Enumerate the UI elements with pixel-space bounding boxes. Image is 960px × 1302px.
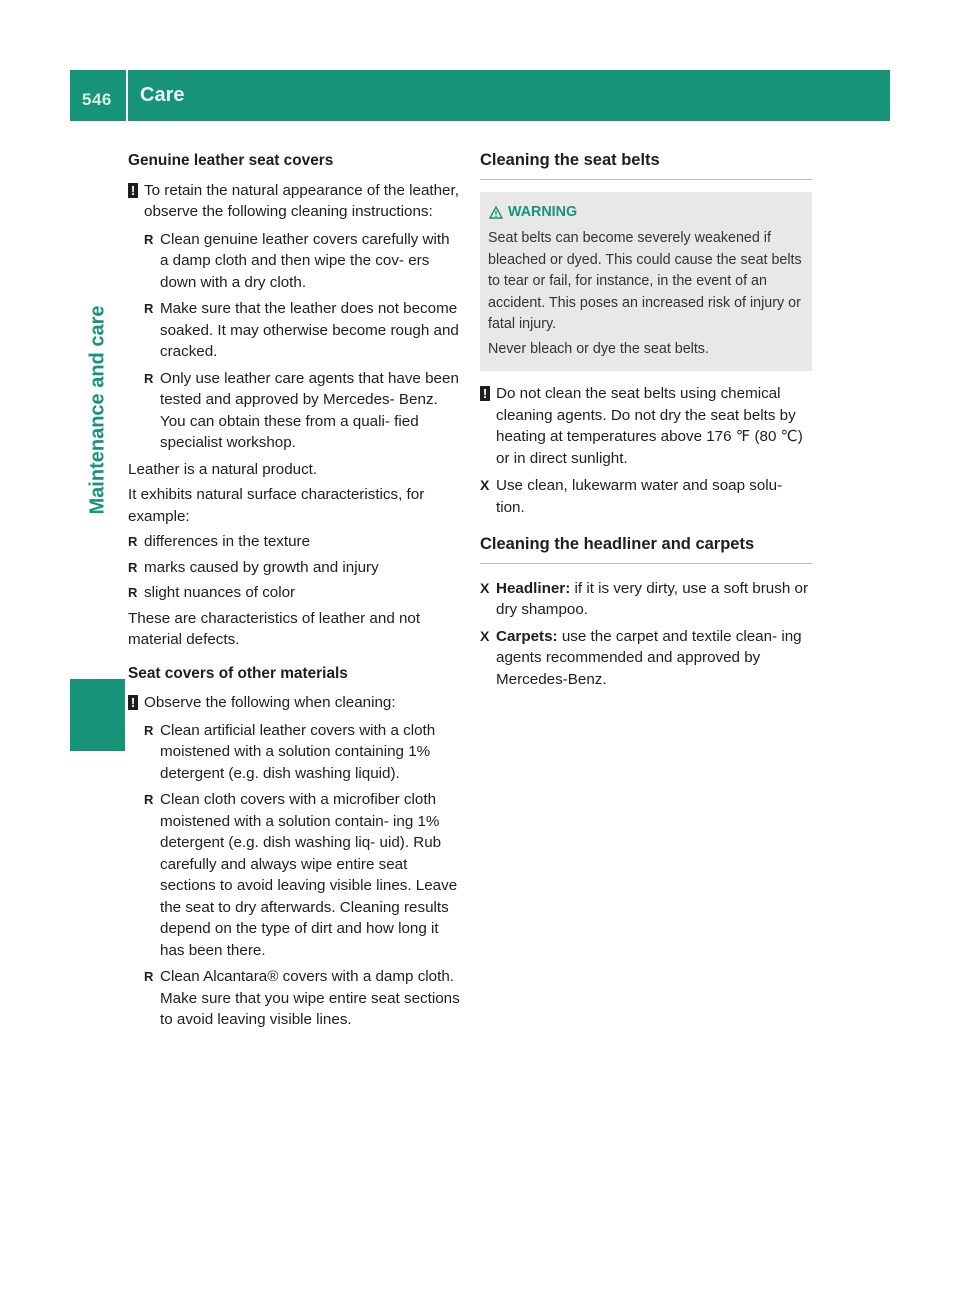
step-label: Headliner:: [496, 579, 575, 597]
other-materials-note-text: Observe the following when cleaning:: [144, 694, 396, 711]
leather-para-1: Leather is a natural product.: [128, 460, 318, 478]
right-column: [480, 150, 812, 695]
step-text: use the carpet and textile clean- ing agents recommended and approved by Mercedes-Benz.: [496, 627, 802, 688]
step-text: if it is very dirty, use a soft brush or dry shampoo.: [496, 579, 809, 618]
list-item: R Clean cloth covers with a microfiber cloth moistened with a solution contain- ing 1% detergent (e.g. dish washing liq- uid). Rub carefully and always wipe entire seat sections to avoid leaving visible lines. Leave the seat to dry afterwards. Cleaning results depend on the type of dirt and how long it has been there.: [128, 789, 460, 961]
left-column: [128, 150, 460, 1036]
step-arrow-icon: X: [480, 579, 490, 596]
seat-belts-note: [480, 383, 812, 469]
header-divider: [126, 70, 128, 121]
seat-belts-steps: [480, 475, 812, 518]
leather-note-text: To retain the natural appearance of the leather, observe the following cleaning instructions:: [144, 181, 459, 220]
leather-bullets: [128, 229, 460, 454]
list-item: R slight nuances of color: [128, 582, 460, 604]
step-item: [480, 475, 812, 518]
warning-triangle-icon: [489, 205, 503, 227]
warning-header: [488, 202, 804, 224]
step-item: [480, 578, 812, 621]
step-arrow-icon: X: [480, 477, 490, 493]
seat-belts-heading: Cleaning the seat belts: [480, 150, 812, 180]
attention-icon: !: [128, 695, 138, 710]
warning-box: [480, 192, 812, 372]
list-item: R Make sure that the leather does not become soaked. It may otherwise become rough and cracked.: [128, 298, 460, 363]
warning-label: WARNING: [508, 203, 578, 220]
headliner-steps: [480, 578, 812, 691]
other-materials-heading: Seat covers of other materials: [128, 664, 348, 682]
warning-text: Seat belts can become severely weakened if bleached or dyed. This could cause the seat belts to tear or fail, for instance, in the event of an accident. This poses an increased risk of injury or fatal injury.: [488, 230, 802, 332]
attention-icon: !: [128, 183, 138, 198]
headliner-heading: Cleaning the headliner and carpets: [480, 534, 812, 564]
step-arrow-icon: X: [480, 627, 490, 644]
leather-para-3: These are characteristics of leather and not material defects.: [128, 609, 421, 648]
attention-icon: !: [480, 386, 490, 401]
seat-belts-note-text: Do not clean the seat belts using chemical cleaning agents. Do not dry the seat belts by heating at temperatures above 176 ℉ (80 ℃) or in direct sunlight.: [496, 385, 803, 467]
leather-note: [128, 180, 460, 223]
other-materials-note: [128, 692, 460, 714]
list-item: R differences in the texture: [128, 531, 460, 553]
list-item: R Clean genuine leather covers carefully with a damp cloth and then wipe the cov- ers down with a dry cloth.: [128, 229, 460, 294]
warning-text-2: Never bleach or dye the seat belts.: [488, 340, 709, 357]
step-label: Carpets:: [496, 627, 562, 645]
list-item: R Clean artificial leather covers with a cloth moistened with a solution containing 1% detergent (e.g. dish washing liquid).: [128, 720, 460, 785]
step-text: Use clean, lukewarm water and soap solu- tion.: [496, 477, 783, 516]
list-item: R marks caused by growth and injury: [128, 557, 460, 579]
other-materials-bullets: [128, 720, 460, 1031]
section-title: Care: [140, 84, 185, 106]
leather-para-2: It exhibits natural surface characteristics, for example:: [128, 486, 425, 525]
side-tab-marker: [70, 679, 125, 751]
list-item: R Only use leather care agents that have been tested and approved by Mercedes- Benz. You can obtain these from a quali- fied specialist workshop.: [128, 368, 460, 454]
page-number: 546: [82, 90, 112, 109]
page-header: [70, 70, 890, 121]
side-tab-label: Maintenance and care: [86, 305, 109, 515]
leather-traits: [128, 531, 460, 604]
step-item: [480, 626, 812, 691]
leather-heading: Genuine leather seat covers: [128, 152, 334, 169]
list-item: R Clean Alcantara® covers with a damp cloth. Make sure that you wipe entire seat sections to avoid leaving visible lines.: [128, 966, 460, 1031]
